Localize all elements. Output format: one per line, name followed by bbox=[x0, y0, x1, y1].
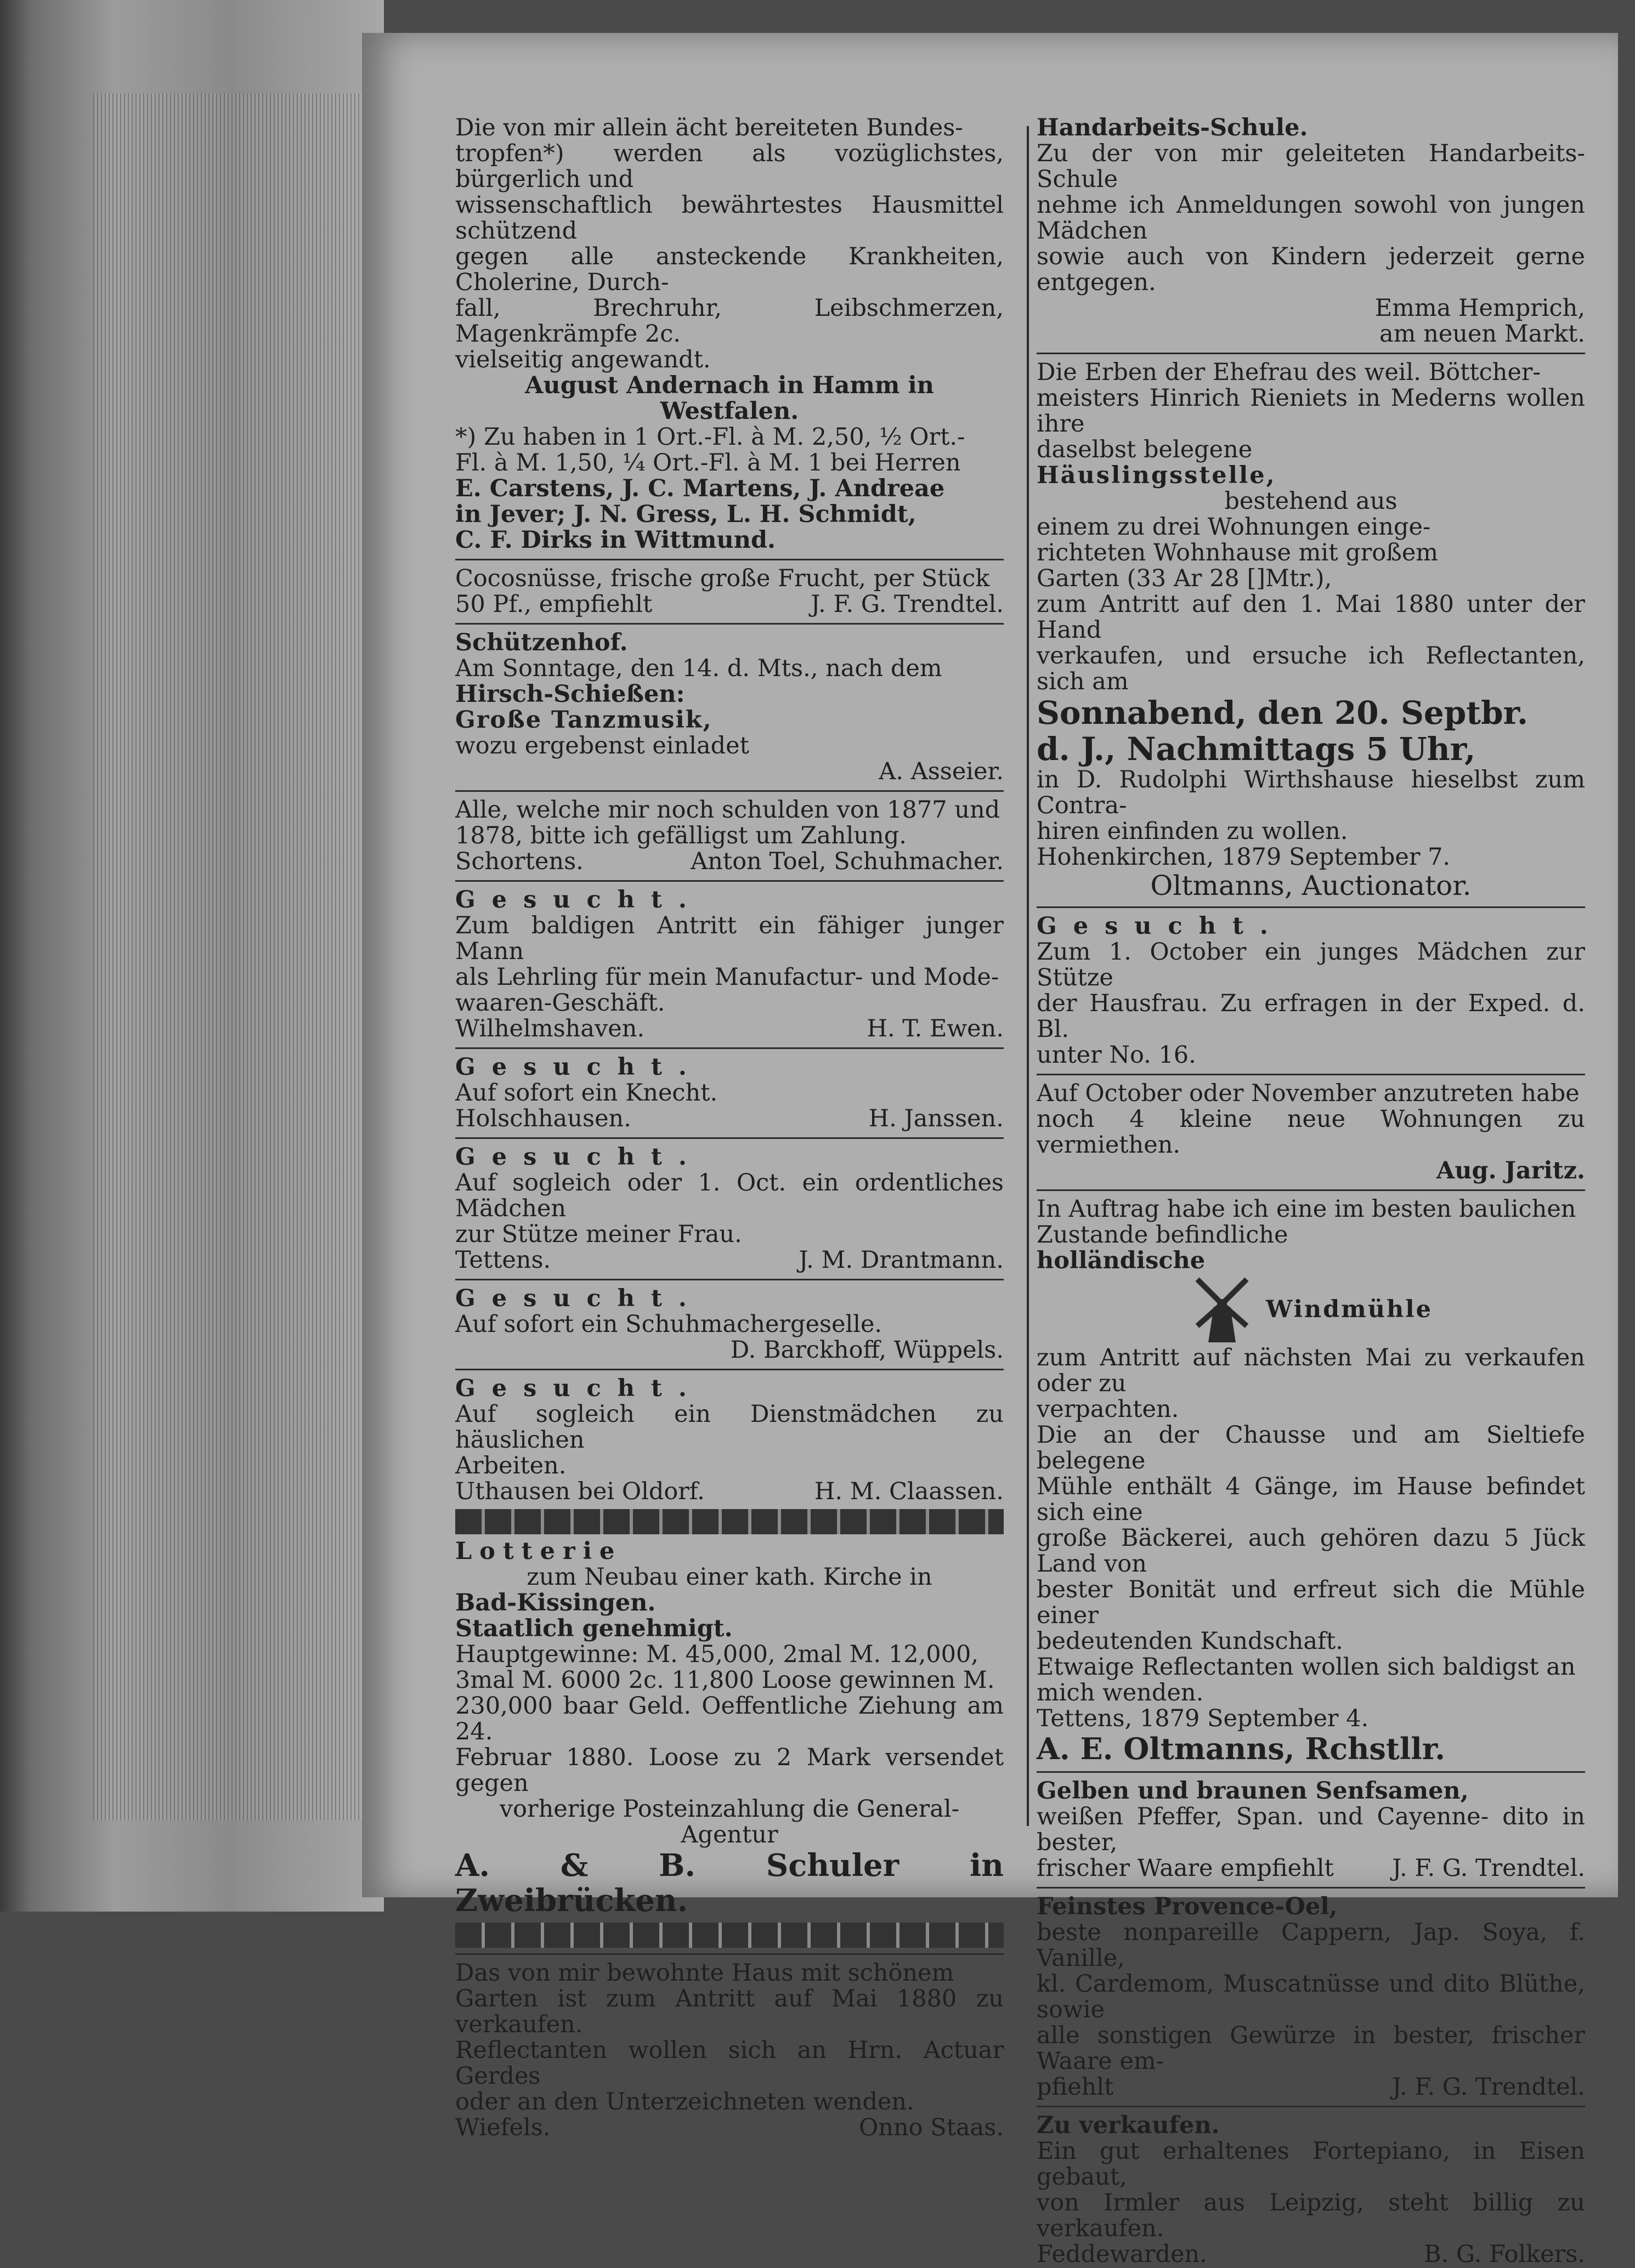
ad-text: richteten Wohnhause mit großem bbox=[1037, 539, 1439, 566]
ad-gesucht-barckhoff bbox=[455, 1286, 1004, 1363]
ad-text: einem zu drei Wohnungen einge- bbox=[1037, 513, 1431, 541]
ad-place: Holschhausen. bbox=[455, 1105, 631, 1132]
ad-text: beste nonpareille Cappern, Jap. Soya, f. Vanille, bbox=[1037, 1919, 1585, 1972]
ad-text: zum Antritt auf den 1. Mai 1880 unter der Hand bbox=[1037, 591, 1585, 644]
ad-text: oder an den Unterzeichneten wenden. bbox=[455, 2088, 914, 2116]
ad-text: Garten ist zum Antritt auf Mai 1880 zu verkaufen. bbox=[455, 1985, 1004, 2038]
ad-heading: Gesucht. bbox=[455, 1053, 703, 1081]
ad-footnote: E. Carstens, J. C. Martens, J. Andreae bbox=[455, 475, 945, 502]
ad-separator bbox=[455, 880, 1004, 882]
ad-text: Alle, welche mir noch schulden von 1877 und bbox=[455, 796, 1000, 824]
ad-footnote: *) Zu haben in 1 Ort.-Fl. à M. 2,50, ½ Ort.- bbox=[455, 423, 965, 451]
ad-text: Garten (33 Ar 28 []Mtr.), bbox=[1037, 565, 1332, 592]
ad-text: Auf sogleich oder 1. Oct. ein ordentliches Mädchen bbox=[455, 1169, 1004, 1222]
ad-gesucht-hausfrau bbox=[1037, 914, 1585, 1068]
ad-text: vorherige Posteinzahlung die General-Agentur bbox=[499, 1795, 960, 1849]
ad-text: pfiehlt bbox=[1037, 2073, 1114, 2101]
decorative-bar bbox=[455, 1509, 1004, 1534]
ad-place: Wilhelmshaven. bbox=[455, 1015, 645, 1042]
ad-place: Feddewarden. bbox=[1037, 2241, 1207, 2268]
ad-text: alle sonstigen Gewürze in bester, frischer Waare em- bbox=[1037, 2022, 1585, 2075]
ad-toel bbox=[455, 797, 1004, 875]
ad-agent: A. & B. Schuler in Zweibrücken. bbox=[455, 1847, 1004, 1919]
ad-lotterie bbox=[455, 1539, 1004, 1918]
ad-signature: August Andernach in Hamm in Westfalen. bbox=[525, 372, 934, 425]
ad-place-date: Hohenkirchen, 1879 September 7. bbox=[1037, 843, 1451, 871]
ad-signature: D. Barckhoff, Wüppels. bbox=[730, 1336, 1004, 1364]
ad-signature: J. F. G. Trendtel. bbox=[1392, 1855, 1585, 1882]
ad-text: Mühle enthält 4 Gänge, im Hause befindet sich eine bbox=[1037, 1473, 1585, 1526]
ad-separator bbox=[455, 1137, 1004, 1139]
ad-separator bbox=[1037, 1771, 1585, 1773]
ad-heading: Handarbeits-Schule. bbox=[1037, 114, 1308, 141]
ad-signature: J. M. Drantmann. bbox=[799, 1246, 1004, 1274]
ad-text: zur Stütze meiner Frau. bbox=[455, 1221, 742, 1248]
ad-text: Arbeiten. bbox=[455, 1452, 567, 1479]
ad-separator bbox=[455, 790, 1004, 792]
ad-provence-oel bbox=[1037, 1894, 1585, 2100]
book-page-edges bbox=[0, 0, 384, 1912]
ad-gesucht-claassen bbox=[455, 1376, 1004, 1505]
ad-text: zum Neubau einer kath. Kirche in bbox=[527, 1563, 932, 1591]
ad-text: bestehend aus bbox=[1224, 487, 1398, 515]
ad-heading: Zu verkaufen. bbox=[1037, 2112, 1220, 2139]
ad-signature: Oltmanns, Auctionator. bbox=[1150, 870, 1472, 901]
ad-place: Uthausen bei Oldorf. bbox=[455, 1478, 705, 1505]
ad-separator bbox=[455, 623, 1004, 625]
ad-text: weißen Pfeffer, Span. und Cayenne- dito in bester, bbox=[1037, 1803, 1585, 1856]
ad-gesucht-ewen bbox=[455, 887, 1004, 1042]
ad-separator bbox=[455, 559, 1004, 560]
ad-text: zum Antritt auf nächsten Mai zu verkaufen oder zu bbox=[1037, 1344, 1585, 1397]
ad-text: Auf sofort ein Knecht. bbox=[455, 1079, 718, 1107]
ad-text: wissenschaftlich bewährtestes Hausmittel schützend bbox=[455, 191, 1004, 245]
ad-text: Zum baldigen Antritt ein fähiger junger Mann bbox=[455, 912, 1004, 965]
windmill-title-row bbox=[1037, 1274, 1585, 1345]
ad-separator bbox=[455, 1047, 1004, 1049]
ad-footnote: in Jever; J. N. Gress, L. H. Schmidt, bbox=[455, 501, 916, 528]
ad-text: Die Erben der Ehefrau des weil. Böttcher- bbox=[1037, 359, 1541, 386]
left-column bbox=[455, 115, 1004, 2141]
ad-text: mich wenden. bbox=[1037, 1679, 1204, 1706]
ad-heading: Gesucht. bbox=[455, 1375, 703, 1402]
ad-heading: Gesucht. bbox=[1037, 912, 1285, 940]
column-divider bbox=[1027, 126, 1029, 1826]
ad-signature: Emma Hemprich, bbox=[1374, 294, 1585, 322]
decorative-bar bbox=[455, 1923, 1004, 1948]
ad-text: Zum 1. October ein junges Mädchen zur Stütze bbox=[1037, 938, 1585, 991]
ad-bundestropfen bbox=[455, 115, 1004, 553]
ad-text: Die von mir allein ächt bereiteten Bundes- bbox=[455, 114, 963, 141]
ad-text: Reflectanten wollen sich an Hrn. Actuar Gerdes bbox=[455, 2037, 1004, 2090]
ad-date: Sonnabend, den 20. Septbr. bbox=[1037, 694, 1529, 732]
right-column bbox=[1037, 115, 1585, 2267]
ad-separator bbox=[1037, 1189, 1585, 1191]
ad-text: hiren einfinden zu wollen. bbox=[1037, 818, 1348, 845]
ad-text: große Bäckerei, auch gehören dazu 5 Jück Land von bbox=[1037, 1524, 1585, 1578]
ad-jaritz bbox=[1037, 1081, 1585, 1184]
ad-big-title: Häuslingsstelle, bbox=[1037, 462, 1276, 489]
ad-text: Cocosnüsse, frische große Frucht, per Stück bbox=[455, 565, 990, 592]
ad-signature: Anton Toel, Schuhmacher. bbox=[691, 848, 1004, 875]
ad-text: tropfen*) werden als vozüglichstes, bürgerlich und bbox=[455, 140, 1004, 193]
ad-text: 1878, bitte ich gefälligst um Zahlung. bbox=[455, 822, 907, 849]
ad-separator bbox=[1037, 2106, 1585, 2107]
ad-place: Tettens. bbox=[455, 1246, 551, 1274]
ad-cocosnuesse bbox=[455, 566, 1004, 617]
ad-gesucht-janssen bbox=[455, 1054, 1004, 1132]
ad-separator bbox=[455, 1953, 1004, 1955]
ad-heading: Lotterie bbox=[455, 1538, 623, 1565]
ad-signature: A. Asseier. bbox=[879, 758, 1004, 785]
ad-text: In Auftrag habe ich eine im besten baulichen bbox=[1037, 1195, 1576, 1223]
ad-text: verkaufen, und ersuche ich Reflectanten, sich am bbox=[1037, 642, 1585, 695]
ad-signature: J. F. G. Trendtel. bbox=[811, 591, 1004, 618]
ad-text: meisters Hinrich Rieniets in Mederns wollen ihre bbox=[1037, 384, 1585, 438]
ad-text: Ein gut erhaltenes Fortepiano, in Eisen gebaut, bbox=[1037, 2137, 1585, 2191]
ad-text: vielseitig angewandt. bbox=[455, 346, 711, 373]
ad-text: fall, Brechruhr, Leibschmerzen, Magenkrämpfe 2c. bbox=[455, 294, 1004, 348]
ad-text: unter No. 16. bbox=[1037, 1041, 1196, 1069]
ad-place: Schortens. bbox=[455, 848, 584, 875]
windmill-icon bbox=[1189, 1274, 1255, 1345]
ad-text: Das von mir bewohnte Haus mit schönem bbox=[455, 1959, 954, 1987]
ad-signature: A. E. Oltmanns, Rchstllr. bbox=[1037, 1731, 1446, 1766]
ad-text: Hirsch-Schießen: bbox=[455, 681, 685, 708]
ad-text: frischer Waare empfiehlt bbox=[1037, 1855, 1334, 1882]
ad-signature: H. T. Ewen. bbox=[867, 1015, 1004, 1042]
ad-text: 230,000 baar Geld. Oeffentliche Ziehung am 24. bbox=[455, 1692, 1004, 1745]
ad-big-title: Windmühle bbox=[1266, 1295, 1433, 1323]
ad-date: d. J., Nachmittags 5 Uhr, bbox=[1037, 730, 1476, 768]
newspaper-page bbox=[362, 33, 1618, 2268]
ad-text: nehme ich Anmeldungen sowohl von jungen Mädchen bbox=[1037, 191, 1585, 245]
ad-staas bbox=[455, 1960, 1004, 2141]
ad-text: sowie auch von Kindern jederzeit gerne entgegen. bbox=[1037, 243, 1585, 296]
ad-text: Zu der von mir geleiteten Handarbeits-Schule bbox=[1037, 140, 1585, 193]
ad-signature: Aug. Jaritz. bbox=[1436, 1157, 1585, 1184]
ad-haeuslingsstelle bbox=[1037, 360, 1585, 901]
ad-senfsamen bbox=[1037, 1778, 1585, 1881]
ad-separator bbox=[1037, 1887, 1585, 1889]
ad-text: Etwaige Reflectanten wollen sich baldigst an bbox=[1037, 1653, 1576, 1681]
ad-heading: Gesucht. bbox=[455, 1285, 703, 1312]
ad-subheading: holländische bbox=[1037, 1247, 1206, 1274]
ad-text: gegen alle ansteckende Krankheiten, Cholerine, Durch- bbox=[455, 243, 1004, 296]
ad-subheading: Bad-Kissingen. bbox=[455, 1589, 656, 1617]
ad-separator bbox=[1037, 1074, 1585, 1075]
ad-text: kl. Cardemom, Muscatnüsse und dito Blüthe, sowie bbox=[1037, 1970, 1585, 2023]
ad-text: Februar 1880. Loose zu 2 Mark versendet gegen bbox=[455, 1744, 1004, 1797]
ad-text: wozu ergebenst einladet bbox=[455, 732, 749, 759]
ad-text: Auf sofort ein Schuhmachergeselle. bbox=[455, 1311, 882, 1338]
ad-heading: Schützenhof. bbox=[455, 629, 628, 656]
ad-text: noch 4 kleine neue Wohnungen zu vermiethen. bbox=[1037, 1105, 1585, 1159]
ad-heading: Feinstes Provence-Oel, bbox=[1037, 1893, 1338, 1920]
ad-text: 3mal M. 6000 2c. 11,800 Loose gewinnen M. bbox=[455, 1666, 995, 1694]
ad-handarbeitsschule bbox=[1037, 115, 1585, 347]
ad-text: bedeutenden Kundschaft. bbox=[1037, 1628, 1343, 1655]
page-stack-lines bbox=[93, 93, 367, 1821]
ad-subheading: Staatlich genehmigt. bbox=[455, 1615, 733, 1642]
ad-signature: Onno Staas. bbox=[859, 2114, 1004, 2141]
ad-text: verpachten. bbox=[1037, 1396, 1179, 1423]
ad-text: als Lehrling für mein Manufactur- und Mode- bbox=[455, 963, 999, 991]
ad-text: Auf October oder November anzutreten habe bbox=[1037, 1080, 1580, 1107]
ad-schuetzenhof bbox=[455, 630, 1004, 785]
ad-address: am neuen Markt. bbox=[1379, 320, 1585, 348]
ad-text: Auf sogleich ein Dienstmädchen zu häuslichen bbox=[455, 1401, 1004, 1454]
ad-signature: J. F. G. Trendtel. bbox=[1392, 2073, 1585, 2101]
ad-text: von Irmler aus Leipzig, steht billig zu verkaufen. bbox=[1037, 2189, 1585, 2242]
ad-signature: H. Janssen. bbox=[868, 1105, 1004, 1132]
ad-text: in D. Rudolphi Wirthshause hieselbst zum Contra- bbox=[1037, 766, 1585, 819]
ad-heading: Gelben und braunen Senfsamen, bbox=[1037, 1777, 1469, 1805]
ad-fortepiano bbox=[1037, 2113, 1585, 2267]
ad-separator bbox=[1037, 353, 1585, 354]
ad-text: 50 Pf., empfiehlt bbox=[455, 591, 653, 618]
ad-separator bbox=[455, 1369, 1004, 1370]
ad-footnote: Fl. à M. 1,50, ¼ Ort.-Fl. à M. 1 bei Herren bbox=[455, 449, 961, 477]
ad-text: daselbst belegene bbox=[1037, 436, 1253, 463]
ad-separator bbox=[455, 1279, 1004, 1280]
ad-text: Hauptgewinne: M. 45,000, 2mal M. 12,000, bbox=[455, 1641, 978, 1668]
ad-heading: Gesucht. bbox=[455, 886, 703, 914]
ad-place-date: Tettens, 1879 September 4. bbox=[1037, 1705, 1369, 1732]
ad-signature: H. M. Claassen. bbox=[814, 1478, 1004, 1505]
ad-separator bbox=[1037, 906, 1585, 908]
ad-signature: B. G. Folkers. bbox=[1423, 2241, 1585, 2268]
ad-text: waaren-Geschäft. bbox=[455, 989, 665, 1017]
ad-text: Am Sonntage, den 14. d. Mts., nach dem bbox=[455, 655, 942, 682]
ad-text: Zustande befindliche bbox=[1037, 1221, 1288, 1249]
ad-text: Die an der Chausse und am Sieltiefe belegene bbox=[1037, 1421, 1585, 1475]
ad-place: Wiefels. bbox=[455, 2114, 551, 2141]
ad-text: bester Bonität und erfreut sich die Mühle einer bbox=[1037, 1576, 1585, 1629]
ad-gesucht-drantmann bbox=[455, 1144, 1004, 1273]
ad-text: der Hausfrau. Zu erfragen in der Exped. d. Bl. bbox=[1037, 990, 1585, 1043]
ad-big-title: Große Tanzmusik, bbox=[455, 706, 712, 734]
ad-windmuehle bbox=[1037, 1197, 1585, 1766]
ad-footnote: C. F. Dirks in Wittmund. bbox=[455, 526, 776, 554]
ad-heading: Gesucht. bbox=[455, 1143, 703, 1171]
